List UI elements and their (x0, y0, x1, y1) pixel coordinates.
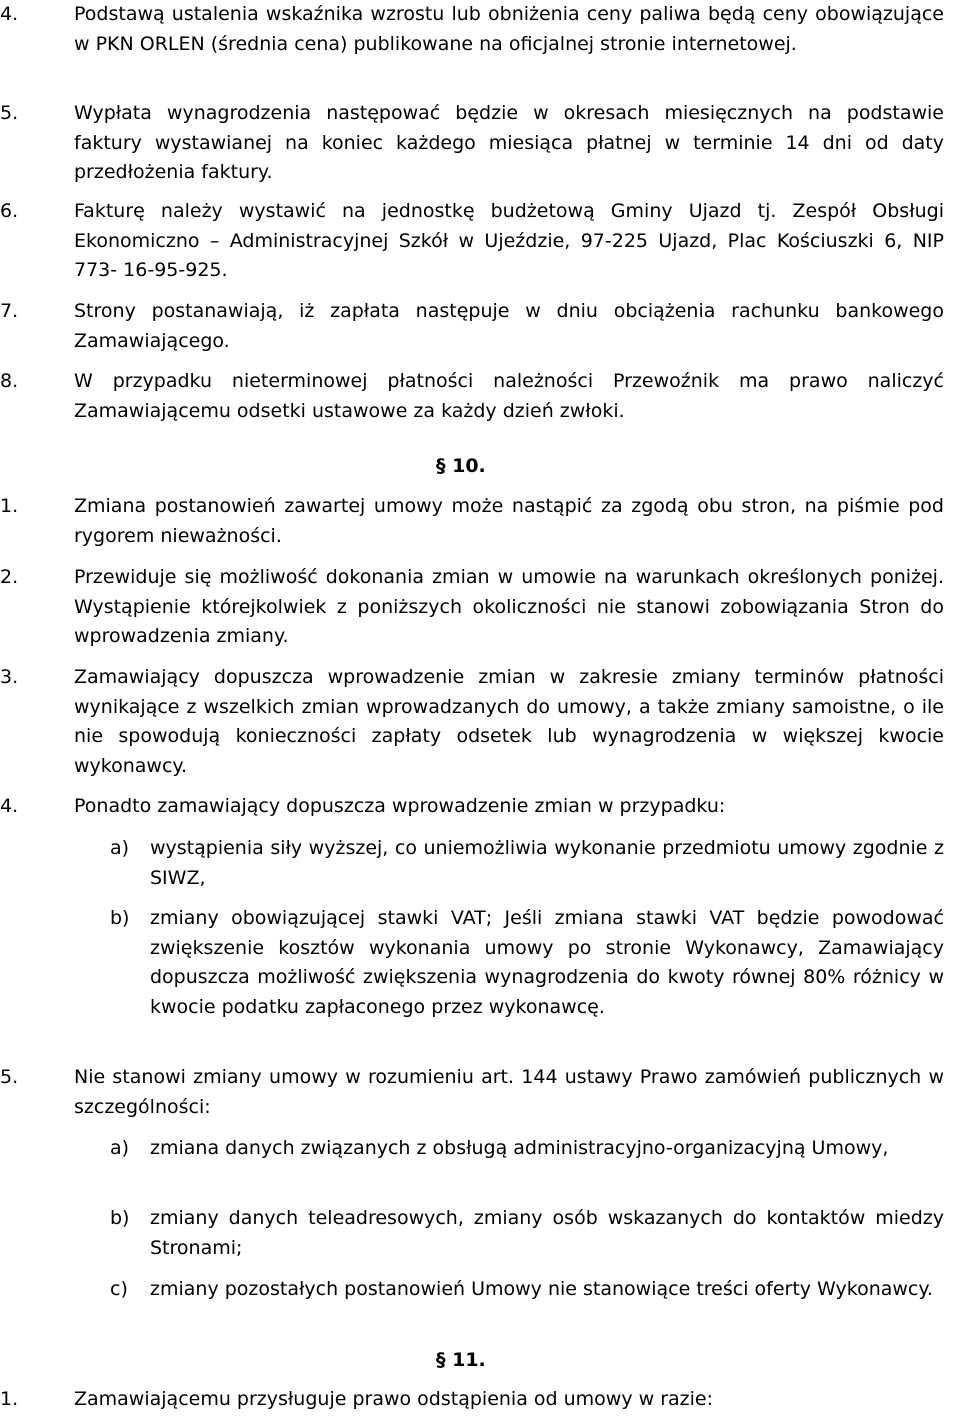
subclause-text: zmiany danych teleadresowych, zmiany osób wskazanych do kontaktów miedzy Stronami; (150, 1207, 944, 1259)
clause-10-5-b (110, 1204, 944, 1263)
clause-10-4 (0, 792, 944, 822)
clause-text: Strony postanawiają, iż zapłata następuje w dniu obciążenia rachunku bankowego Zamawiającego. (74, 300, 944, 352)
clause-9-6 (0, 197, 944, 286)
subclause-letter: a) (110, 1137, 130, 1159)
clause-text: Zmiana postanowień zawartej umowy może nastąpić za zgodą obu stron, na piśmie pod rygorem nieważności. (74, 495, 944, 547)
clause-10-3 (0, 663, 944, 781)
clause-number: 5. (0, 102, 19, 124)
clause-text: Zamawiającemu przysługuje prawo odstąpienia od umowy w razie: (74, 1388, 713, 1410)
clause-10-5 (0, 1063, 944, 1122)
subclause-letter: b) (110, 907, 130, 929)
clause-number: 4. (0, 3, 19, 25)
clause-11-1 (0, 1385, 944, 1415)
clause-9-4 (0, 0, 944, 59)
clause-text: Podstawą ustalenia wskaźnika wzrostu lub obniżenia ceny paliwa będą ceny obowiązujące w PKN ORLEN (średnia cena) publikowane na oficjalnej stronie internetowej. (74, 3, 944, 55)
clause-9-8 (0, 367, 944, 426)
subclause-letter: a) (110, 837, 130, 859)
clause-10-5-c (110, 1275, 944, 1305)
clause-number: 7. (0, 300, 19, 322)
clause-number: 1. (0, 1388, 19, 1410)
subclause-letter: c) (110, 1278, 128, 1300)
clause-number: 6. (0, 200, 19, 222)
clause-text: Przewiduje się możliwość dokonania zmian w umowie na warunkach określonych poniżej. Wystąpienie którejkolwiek z poniższych okoliczności nie stanowi zobowiązania Stron do wprowadzenia zmiany. (74, 566, 944, 647)
section-10-heading: § 10. (436, 455, 486, 477)
clause-10-4-b (110, 904, 944, 1022)
subclause-letter: b) (110, 1207, 130, 1229)
clause-number: 5. (0, 1066, 19, 1088)
subclause-text: zmiana danych związanych z obsługą administracyjno-organizacyjną Umowy, (150, 1137, 889, 1159)
clause-10-1 (0, 492, 944, 551)
clause-text: Fakturę należy wystawić na jednostkę budżetową Gminy Ujazd tj. Zespół Obsługi Ekonomiczno – Administracyjnej Szkół w Ujeździe, 97-225 Ujazd, Plac Kościuszki 6, NIP 773- 16-95-925. (74, 200, 944, 281)
clause-10-2 (0, 563, 944, 652)
clause-text: Wypłata wynagrodzenia następować będzie w okresach miesięcznych na podstawie faktury wystawianej na koniec każdego miesiąca płatnej w terminie 14 dni od daty przedłożenia faktury. (74, 102, 944, 183)
clause-text: Ponadto zamawiający dopuszcza wprowadzenie zmian w przypadku: (74, 795, 726, 817)
subclause-text: wystąpienia siły wyższej, co uniemożliwia wykonanie przedmiotu umowy zgodnie z SIWZ, (150, 837, 944, 889)
clause-10-5-a (110, 1134, 944, 1164)
clause-number: 4. (0, 795, 19, 817)
clause-text: Zamawiający dopuszcza wprowadzenie zmian w zakresie zmiany terminów płatności wynikające z wszelkich zmian wprowadzanych do umowy, a także zmiany samoistne, o ile nie spowodują konieczności zapłaty odsetek lub wynagrodzenia w większej kwocie wykonawcy. (74, 666, 944, 777)
clause-number: 1. (0, 495, 19, 517)
subclause-text: zmiany obowiązującej stawki VAT; Jeśli zmiana stawki VAT będzie powodować zwiększenie kosztów wykonania umowy po stronie Wykonawcy, Zamawiający dopuszcza możliwość zwiększenia wynagrodzenia do kwoty równej 80% różnicy w kwocie podatku zapłaconego przez wykonawcę. (150, 907, 944, 1018)
clause-number: 8. (0, 370, 19, 392)
subclause-text: zmiany pozostałych postanowień Umowy nie stanowiące treści oferty Wykonawcy. (150, 1278, 933, 1300)
clause-10-4-a (110, 834, 944, 893)
clause-9-5 (0, 99, 944, 188)
clause-number: 3. (0, 666, 19, 688)
clause-text: W przypadku nieterminowej płatności należności Przewoźnik ma prawo naliczyć Zamawiającemu odsetki ustawowe za każdy dzień zwłoki. (74, 370, 944, 422)
clause-text: Nie stanowi zmiany umowy w rozumieniu art. 144 ustawy Prawo zamówień publicznych w szczególności: (74, 1066, 944, 1118)
clause-9-7 (0, 297, 944, 356)
clause-number: 2. (0, 566, 19, 588)
section-11-heading: § 11. (436, 1349, 486, 1371)
